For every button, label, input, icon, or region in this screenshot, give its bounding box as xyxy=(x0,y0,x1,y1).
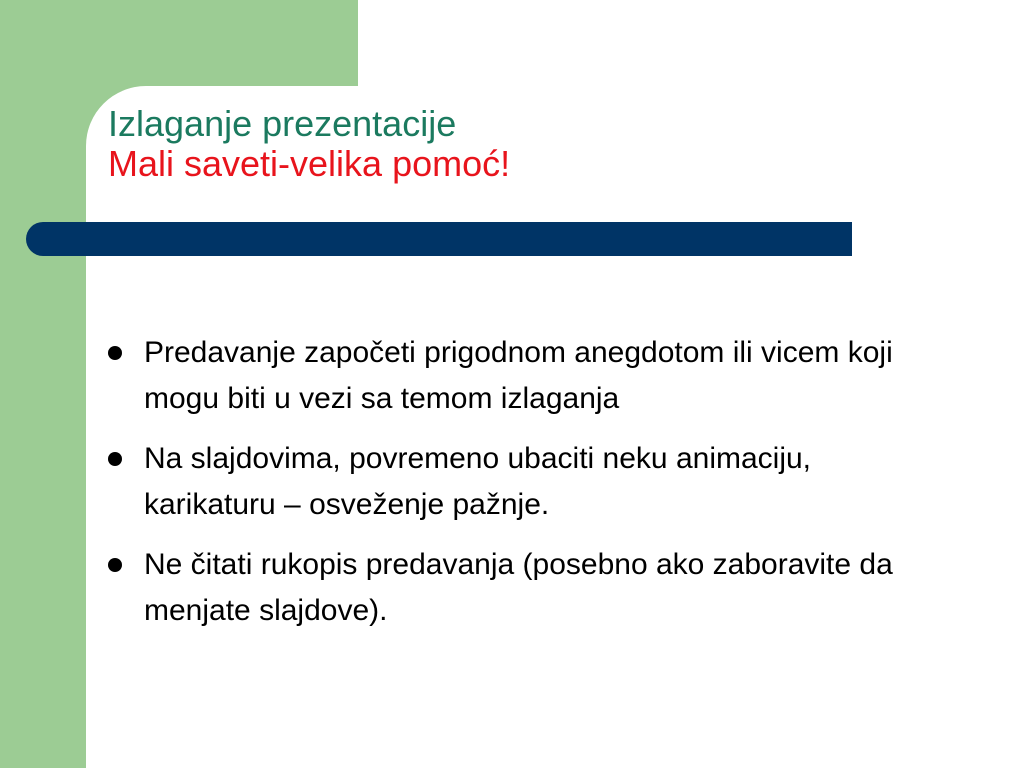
bullet-item xyxy=(108,330,928,422)
top-green-block xyxy=(86,0,358,86)
slide-title xyxy=(108,104,510,184)
title-divider-bar xyxy=(26,222,852,256)
bullet-dot-icon xyxy=(108,452,122,466)
bullet-text: Na slajdovima, povremeno ubaciti neku animaciju, karikaturu – osveženje pažnje. xyxy=(144,442,812,521)
bullet-text: Predavanje započeti prigodnom anegdotom ili vicem koji mogu biti u vezi sa temom izlaganja xyxy=(144,336,893,415)
bullet-dot-icon xyxy=(108,558,122,572)
bullet-dot-icon xyxy=(108,346,122,360)
title-subtitle: Mali saveti-velika pomoć! xyxy=(108,143,511,184)
bullet-list xyxy=(108,330,928,648)
bullet-text: Ne čitati rukopis predavanja (posebno ako zaboravite da menjate slajdove). xyxy=(144,548,893,627)
bullet-item xyxy=(108,542,928,634)
bullet-item xyxy=(108,436,928,528)
title-main: Izlaganje prezentacije xyxy=(108,103,457,144)
left-green-strip xyxy=(0,0,86,768)
